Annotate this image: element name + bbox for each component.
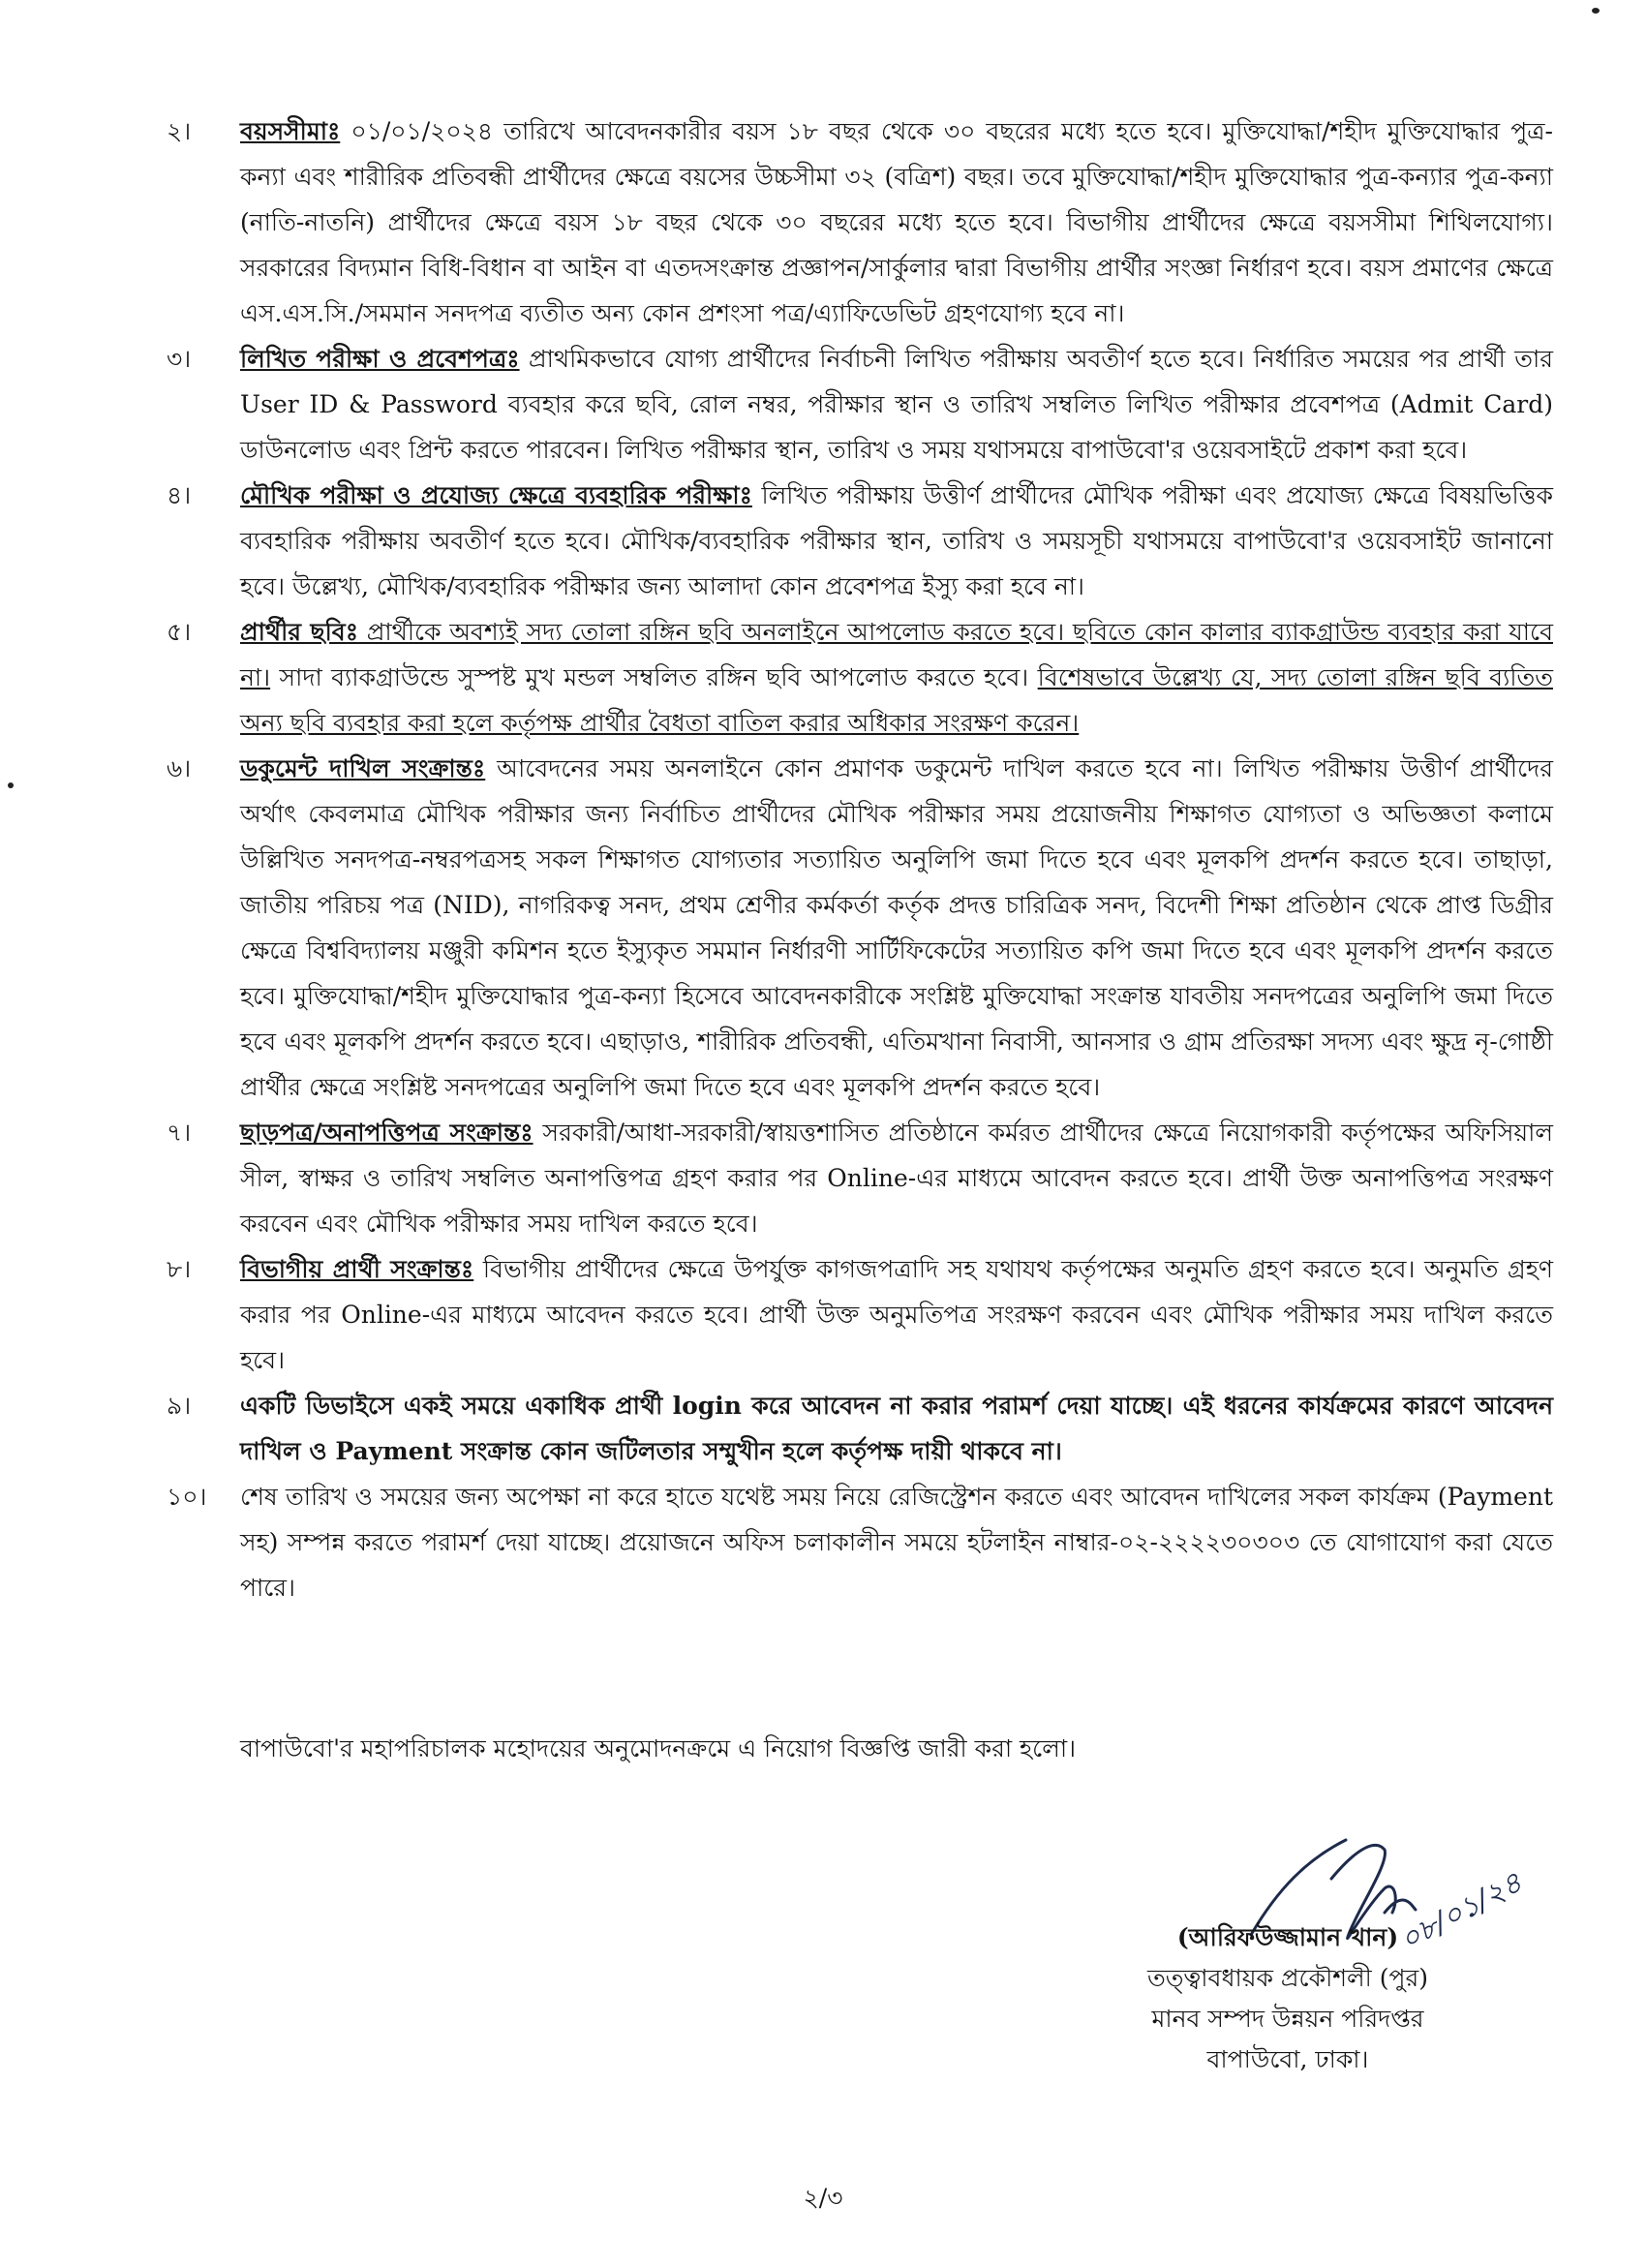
clause-single-device-warning	[167, 1383, 1553, 1474]
clause-underlined-text: প্রার্থীকে অবশ্যই সদ্য তোলা রঙ্গিন ছবি অনলাইনে আপলোড করতে হবে। ছবিতে কোন কালার ব্যাকগ্রাউন্ড ব্যবহার করা যাবে না।	[240, 618, 1553, 691]
clause-number: ১০।	[167, 1483, 207, 1511]
clause-underlined-tail: বিশেষভাবে উল্লেখ্য যে, সদ্য তোলা রঙ্গিন ছবি ব্যতিত অন্য ছবি ব্যবহার করা হলে কর্তৃপক্ষ প্রার্থীর বৈধতা বাতিল করার অধিকার সংরক্ষণ করেন।	[240, 663, 1553, 737]
signature-date: ০৮/০১/২৪	[1394, 1865, 1528, 1958]
clause-text: বিভাগীয় প্রার্থীদের ক্ষেত্রে উপর্যুক্ত কাগজপত্রাদি সহ যথাযথ কর্তৃপক্ষের অনুমতি গ্রহণ করতে হবে। অনুমতি গ্রহণ করার পর Online-এর মাধ্যমে আবেদন করতে হবে। প্রার্থী উক্ত অনুমতিপত্র সংরক্ষণ করবেন এবং মৌখিক পরীক্ষার সময় দাখিল করতে হবে।	[240, 1255, 1553, 1374]
signatory-office: বাপাউবো, ঢাকা।	[1206, 2045, 1369, 2073]
clause-number: ৮।	[167, 1255, 192, 1283]
clause-heading: বয়সসীমাঃ	[240, 117, 341, 145]
clause-number: ৩।	[167, 345, 192, 373]
clause-document-submission	[167, 746, 1553, 1110]
clause-number: ৫।	[167, 618, 192, 646]
clause-text: প্রাথমিকভাবে যোগ্য প্রার্থীদের নির্বাচনী লিখিত পরীক্ষায় অবতীর্ণ হতে হবে। নির্ধারিত সময়ের পর প্রার্থী তার User ID & Password ব্যবহার করে ছবি, রোল নম্বর, পরীক্ষার স্থান ও তারিখ সম্বলিত লিখিত পরীক্ষার প্রবেশপত্র (Admit Card) ডাউনলোড এবং প্রিন্ট করতে পারবেন। লিখিত পরীক্ষার স্থান, তারিখ ও সময় যথাসময়ে বাপাউবো'র ওয়েবসাইটে প্রকাশ করা হবে।	[240, 345, 1554, 464]
clause-text: আবেদনের সময় অনলাইনে কোন প্রমাণক ডকুমেন্ট দাখিল করতে হবে না। লিখিত পরীক্ষায় উত্তীর্ণ প্রার্থীদের অর্থাৎ কেবলমাত্র মৌখিক পরীক্ষার জন্য নির্বাচিত প্রার্থীদের মৌখিক পরীক্ষার সময় প্রয়োজনীয় শিক্ষাগত যোগ্যতা ও অভিজ্ঞতা কলামে উল্লিখিত সনদপত্র-নম্বরপত্রসহ সকল শিক্ষাগত যোগ্যতার সত্যায়িত অনুলিপি জমা দিতে হবে এবং মূলকপি প্রদর্শন করতে হবে। তাছাড়া, জাতীয় পরিচয় পত্র (NID), নাগরিকত্ব সনদ, প্রথম শ্রেণীর কর্মকর্তা কর্তৃক প্রদত্ত চারিত্রিক সনদ, বিদেশী শিক্ষা প্রতিষ্ঠান থেকে প্রাপ্ত ডিগ্রীর ক্ষেত্রে বিশ্ববিদ্যালয় মঞ্জুরী কমিশন হতে ইস্যুকৃত সমমান নির্ধারণী সার্টিফিকেটের সত্যায়িত কপি জমা দিতে হবে এবং মূলকপি প্রদর্শন করতে হবে। মুক্তিযোদ্ধা/শহীদ মুক্তিযোদ্ধার পুত্র-কন্যা হিসেবে আবেদনকারীকে সংশ্লিষ্ট মুক্তিযোদ্ধা সংক্রান্ত যাবতীয় সনদপত্রের অনুলিপি জমা দিতে হবে এবং মূলকপি প্রদর্শন করতে হবে। এছাড়াও, শারীরিক প্রতিবন্ধী, এতিমখানা নিবাসী, আনসার ও গ্রাম প্রতিরক্ষা সদস্য এবং ক্ষুদ্র নৃ-গোষ্ঠী প্রার্থীর ক্ষেত্রে সংশ্লিষ্ট সনদপত্রের অনুলিপি জমা দিতে হবে এবং মূলকপি প্রদর্শন করতে হবে।	[240, 754, 1553, 1101]
clause-deadline-advice	[167, 1474, 1553, 1610]
clause-heading: বিভাগীয় প্রার্থী সংক্রান্তঃ	[240, 1255, 474, 1283]
clause-list	[167, 108, 1553, 1610]
clause-departmental-candidate	[167, 1246, 1553, 1383]
clause-text: ০১/০১/২০২৪ তারিখে আবেদনকারীর বয়স ১৮ বছর থেকে ৩০ বছরের মধ্যে হতে হবে। মুক্তিযোদ্ধা/শহীদ মুক্তিযোদ্ধার পুত্র-কন্যা এবং শারীরিক প্রতিবন্ধী প্রার্থীদের ক্ষেত্রে বয়সের উচ্চসীমা ৩২ (বত্রিশ) বছর। তবে মুক্তিযোদ্ধা/শহীদ মুক্তিযোদ্ধার পুত্র-কন্যার পুত্র-কন্যা (নাতি-নাতনি) প্রার্থীদের ক্ষেত্রে বয়স ১৮ বছর থেকে ৩০ বছরের মধ্যে হতে হবে। বিভাগীয় প্রার্থীদের ক্ষেত্রে বয়সসীমা শিথিলযোগ্য। সরকারের বিদ্যমান বিধি-বিধান বা আইন বা এতদসংক্রান্ত প্রজ্ঞাপন/সার্কুলার দ্বারা বিভাগীয় প্রার্থীর সংজ্ঞা নির্ধারণ হবে। বয়স প্রমাণের ক্ষেত্রে এস.এস.সি./সমমান সনদপত্র ব্যতীত অন্য কোন প্রশংসা পত্র/এ্যাফিডেভিট গ্রহণযোগ্য হবে না।	[240, 117, 1553, 327]
clause-heading: লিখিত পরীক্ষা ও প্রবেশপত্রঃ	[240, 345, 520, 373]
clause-candidate-photo	[167, 609, 1553, 746]
clause-number: ৭।	[167, 1119, 192, 1147]
clause-age-limit	[167, 108, 1553, 336]
clause-heading: ছাড়পত্র/অনাপত্তিপত্র সংক্রান্তঃ	[240, 1119, 533, 1147]
signatory-block	[1094, 1917, 1481, 2080]
approval-line: বাপাউবো'র মহাপরিচালক মহোদয়ের অনুমোদনক্রমে এ নিয়োগ বিজ্ঞপ্তি জারী করা হলো।	[240, 1734, 1077, 1762]
clause-text: শেষ তারিখ ও সময়ের জন্য অপেক্ষা না করে হাতে যথেষ্ট সময় নিয়ে রেজিস্ট্রেশন করতে এবং আবেদন দাখিলের সকল কার্যক্রম (Payment সহ) সম্পন্ন করতে পরামর্শ দেয়া যাচ্ছে। প্রয়োজনে অফিস চলাকালীন সময়ে হটলাইন নাম্বার-০২-২২২২৩০৩০৩ তে যোগাযোগ করা যেতে পারে।	[240, 1483, 1553, 1602]
clause-number: ৯।	[167, 1392, 192, 1420]
signatory-department: মানব সম্পদ উন্নয়ন পরিদপ্তর	[1151, 2005, 1424, 2033]
page-number: ২/৩	[803, 2184, 843, 2212]
clause-heading: মৌখিক পরীক্ষা ও প্রযোজ্য ক্ষেত্রে ব্যবহারিক পরীক্ষাঃ	[240, 481, 752, 509]
scan-speck	[8, 782, 14, 788]
signatory-name: (আরিফউজ্জামান খান)	[1176, 1923, 1399, 1951]
clause-number: ৬।	[167, 754, 192, 782]
clause-written-exam	[167, 336, 1553, 473]
scan-speck	[1592, 8, 1600, 14]
clause-heading: ডকুমেন্ট দাখিল সংক্রান্তঃ	[240, 754, 486, 782]
clause-number: ৪।	[167, 481, 192, 509]
clause-text: সাদা ব্যাকগ্রাউন্ডে সুস্পষ্ট মুখ মন্ডল সম্বলিত রঙ্গিন ছবি আপলোড করতে হবে।	[270, 663, 1038, 691]
signatory-designation: তত্ত্বাবধায়ক প্রকৌশলী (পুর)	[1147, 1964, 1428, 1992]
clause-text: সরকারী/আধা-সরকারী/স্বায়ত্তশাসিত প্রতিষ্ঠানে কর্মরত প্রার্থীদের ক্ষেত্রে নিয়োগকারী কর্তৃপক্ষের অফিসিয়াল সীল, স্বাক্ষর ও তারিখ সম্বলিত অনাপত্তিপত্র গ্রহণ করার পর Online-এর মাধ্যমে আবেদন করতে হবে। প্রার্থী উক্ত অনাপত্তিপত্র সংরক্ষণ করবেন এবং মৌখিক পরীক্ষার সময় দাখিল করতে হবে।	[240, 1119, 1554, 1238]
clause-bold-text: একটি ডিভাইসে একই সময়ে একাধিক প্রার্থী login করে আবেদন না করার পরামর্শ দেয়া যাচ্ছে। এই ধরনের কার্যক্রমের কারণে আবেদন দাখিল ও Payment সংক্রান্ত কোন জটিলতার সম্মুখীন হলে কর্তৃপক্ষ দায়ী থাকবে না।	[240, 1392, 1553, 1465]
clause-noc	[167, 1110, 1553, 1246]
clause-text: লিখিত পরীক্ষায় উত্তীর্ণ প্রার্থীদের মৌখিক পরীক্ষা এবং প্রযোজ্য ক্ষেত্রে বিষয়ভিত্তিক ব্যবহারিক পরীক্ষায় অবতীর্ণ হতে হবে। মৌখিক/ব্যবহারিক পরীক্ষার স্থান, তারিখ ও সময়সূচী যথাসময়ে বাপাউবো'র ওয়েবসাইট জানানো হবে। উল্লেখ্য, মৌখিক/ব্যবহারিক পরীক্ষার জন্য আলাদা কোন প্রবেশপত্র ইস্যু করা হবে না।	[240, 481, 1553, 600]
clause-number: ২।	[167, 117, 192, 145]
clause-viva-exam	[167, 473, 1553, 609]
clause-heading: প্রার্থীর ছবিঃ	[240, 618, 359, 646]
